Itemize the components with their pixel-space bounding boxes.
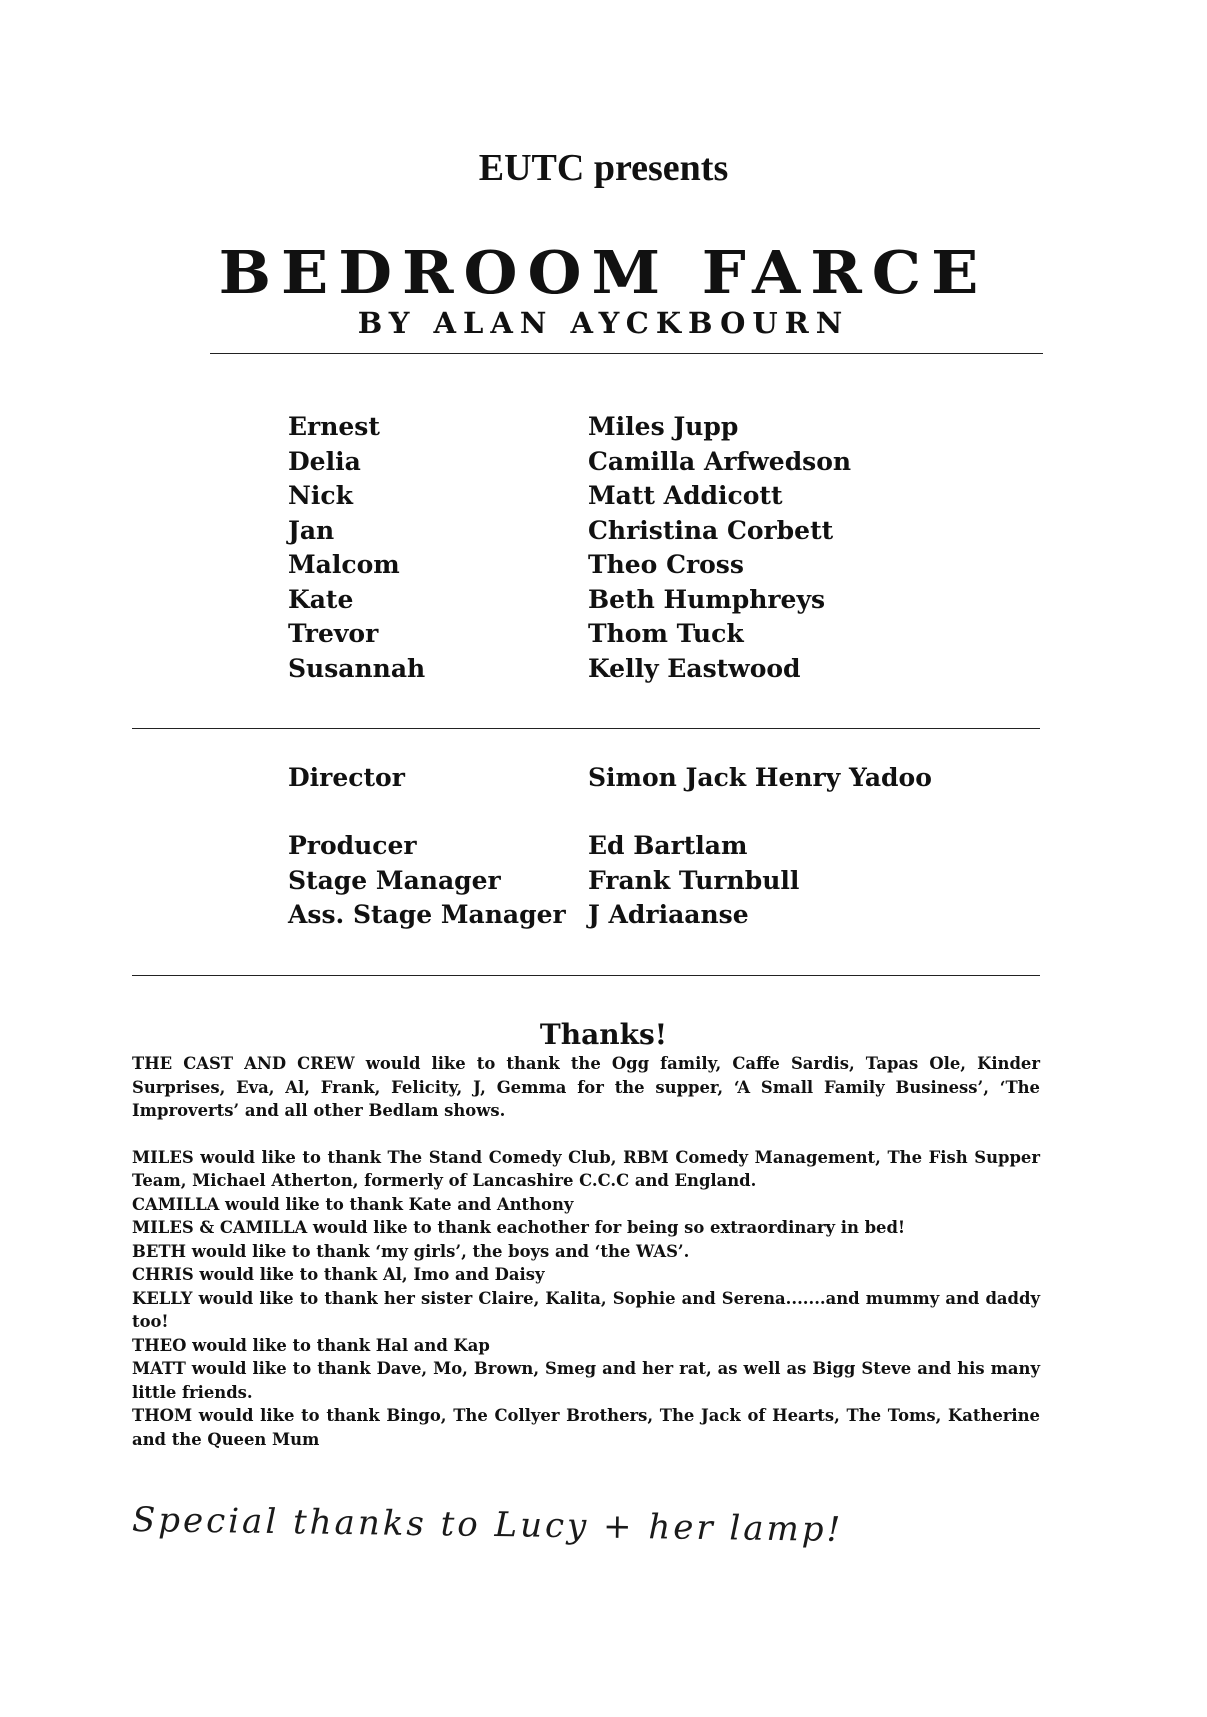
author-byline: BY ALAN AYCKBOURN (357, 306, 850, 340)
cast-role: Susannah (288, 653, 426, 683)
thanks-line: KELLY would like to thank her sister Claire, Kalita, Sophie and Serena.......and mummy and daddy too! (132, 1288, 1040, 1331)
crew-name: Ed Bartlam (588, 831, 748, 860)
cast-role: Nick (288, 481, 353, 510)
cast-role: Delia (288, 446, 361, 476)
handwritten-note: Special thanks to Lucy + her lamp! (131, 1500, 844, 1550)
thanks-heading: Thanks! (539, 1018, 668, 1051)
thanks-line: CAMILLA would like to thank Kate and Anthony (132, 1194, 574, 1214)
thanks-line: BETH would like to thank ‘my girls’, the boys and ‘the WAS’. (132, 1241, 690, 1261)
cast-actor: Theo Cross (588, 550, 744, 579)
thanks-line: MILES would like to thank The Stand Comedy Club, RBM Comedy Management, The Fish Supper Team, Michael Atherton, formerly of Lancashire C.C.C and England. (132, 1147, 1040, 1190)
crew-role: Ass. Stage Manager (288, 900, 566, 929)
crew-name: Frank Turnbull (588, 865, 800, 895)
thanks-line: THEO would like to thank Hal and Kap (132, 1335, 490, 1355)
cast-actor: Christina Corbett (588, 515, 834, 545)
thanks-text (132, 1052, 1040, 1451)
cast-role: Malcom (288, 550, 400, 579)
crew-divider (132, 975, 1040, 976)
thanks-line: MILES & CAMILLA would like to thank eachother for being so extraordinary in bed! (132, 1218, 906, 1237)
cast-actor: Matt Addicott (588, 481, 783, 510)
thanks-line: CHRIS would like to thank Al, Imo and Daisy (132, 1265, 545, 1284)
crew-role: Stage Manager (288, 865, 501, 895)
cast-role: Trevor (288, 619, 379, 648)
cast-actor: Thom Tuck (588, 619, 744, 648)
director-name: Simon Jack Henry Yadoo (588, 763, 932, 792)
cast-and-crew-thanks: THE CAST AND CREW would like to thank the Ogg family, Caffe Sardis, Tapas Ole, Kinder Surprises, Eva, Al, Frank, Felicity, J, Gemma for the supper, ‘A Small Family Business’, ‘The Improverts’ and all other Bedlam shows. (132, 1054, 1040, 1120)
crew-role: Producer (288, 831, 417, 860)
cast-divider (132, 728, 1040, 729)
header-divider (210, 353, 1043, 354)
thanks-line: MATT would like to thank Dave, Mo, Brown, Smeg and her rat, as well as Bigg Steve and his many little friends. (132, 1359, 1040, 1402)
cast-actor: Miles Jupp (588, 412, 739, 441)
presents-line: EUTC presents (478, 147, 729, 189)
cast-actor: Kelly Eastwood (588, 653, 801, 683)
director-role: Director (288, 763, 405, 792)
crew-name: J Adriaanse (588, 900, 749, 929)
cast-role: Ernest (288, 412, 380, 441)
thanks-line: THOM would like to thank Bingo, The Collyer Brothers, The Jack of Hearts, The Toms, Katherine and the Queen Mum (132, 1406, 1040, 1449)
cast-actor: Camilla Arfwedson (588, 446, 852, 476)
cast-role: Jan (288, 515, 335, 545)
cast-actor: Beth Humphreys (588, 584, 826, 614)
cast-role: Kate (288, 584, 354, 614)
play-title: BEDROOM FARCE (218, 237, 989, 308)
